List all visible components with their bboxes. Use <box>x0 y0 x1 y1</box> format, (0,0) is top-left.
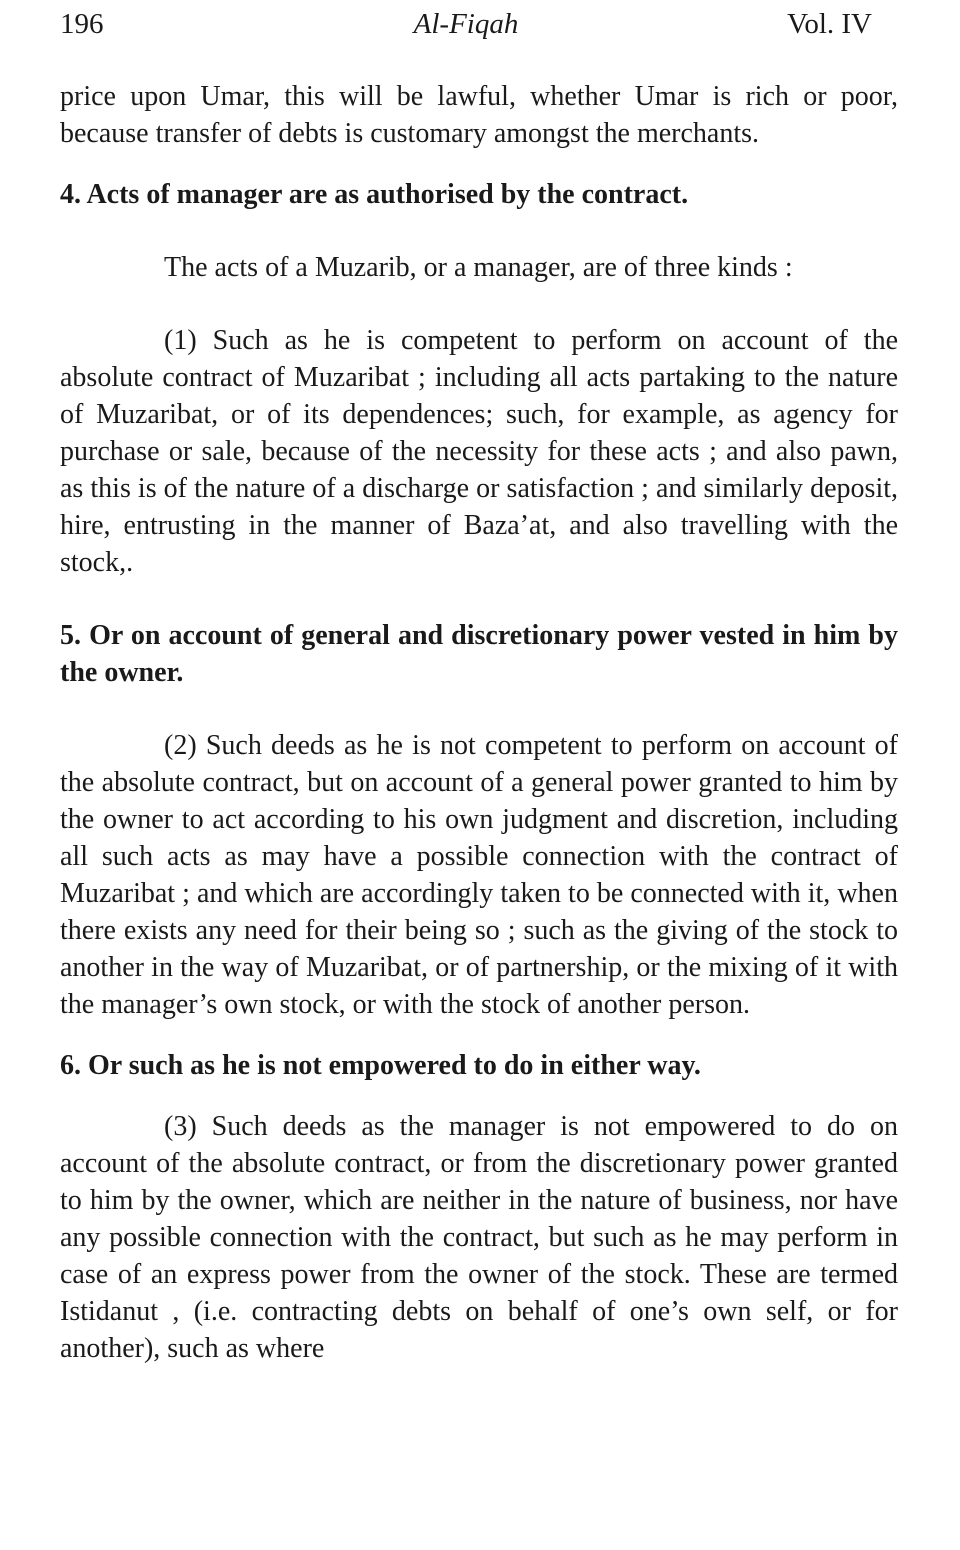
section-heading-5: 5. Or on account of general and discretionary power vested in him by the owner. <box>60 620 898 688</box>
paragraph-kind-3: (3) Such deeds as the manager is not empowered to do on account of the absolute contract, or from the discretionary power granted to him by the owner, which are neither in the nature of business, nor have any possible connection with the contract, but such as he may perform in case of an express power from the owner of the stock. These are termed Istidanut , (i.e. contracting debts on behalf of one’s own self, or for another), such as where <box>60 1111 898 1364</box>
page-number: 196 <box>60 8 104 40</box>
section-heading-4: 4. Acts of manager are as authorised by the contract. <box>60 179 689 210</box>
book-title: Al-Fiqah <box>413 8 519 40</box>
section-heading-6: 6. Or such as he is not empowered to do in either way. <box>60 1050 701 1081</box>
paragraph-continuation: price upon Umar, this will be lawful, whether Umar is rich or poor, because transfer of debts is customary amongst the merchants. <box>60 81 898 149</box>
running-header <box>60 4 872 44</box>
volume-label: Vol. IV <box>787 8 872 40</box>
paragraph-intro: The acts of a Muzarib, or a manager, are of three kinds : <box>164 252 793 283</box>
page-body <box>60 78 898 1367</box>
paragraph-kind-2: (2) Such deeds as he is not competent to perform on account of the absolute contract, but on account of a general power granted to him by the owner to act according to his own judgment and discretion, including all such acts as may have a possible connection with the contract of Muzaribat ; and which are accordingly taken to be connected with it, when there exists any need for their being so ; such as the giving of the stock to another in the way of Muzaribat, or of partnership, or the mixing of it with the manager’s own stock, or with the stock of another person. <box>60 730 898 1020</box>
paragraph-kind-1: (1) Such as he is competent to perform on account of the absolute contract of Muzaribat ; including all acts partaking to the nature of Muzaribat, or of its dependences; such, for example, as agency for purchase or sale, because of the necessity for these acts ; and also pawn, as this is of the nature of a discharge or satisfaction ; and similarly deposit, hire, entrusting in the manner of Baza’at, and also travelling with the stock,. <box>60 325 898 578</box>
